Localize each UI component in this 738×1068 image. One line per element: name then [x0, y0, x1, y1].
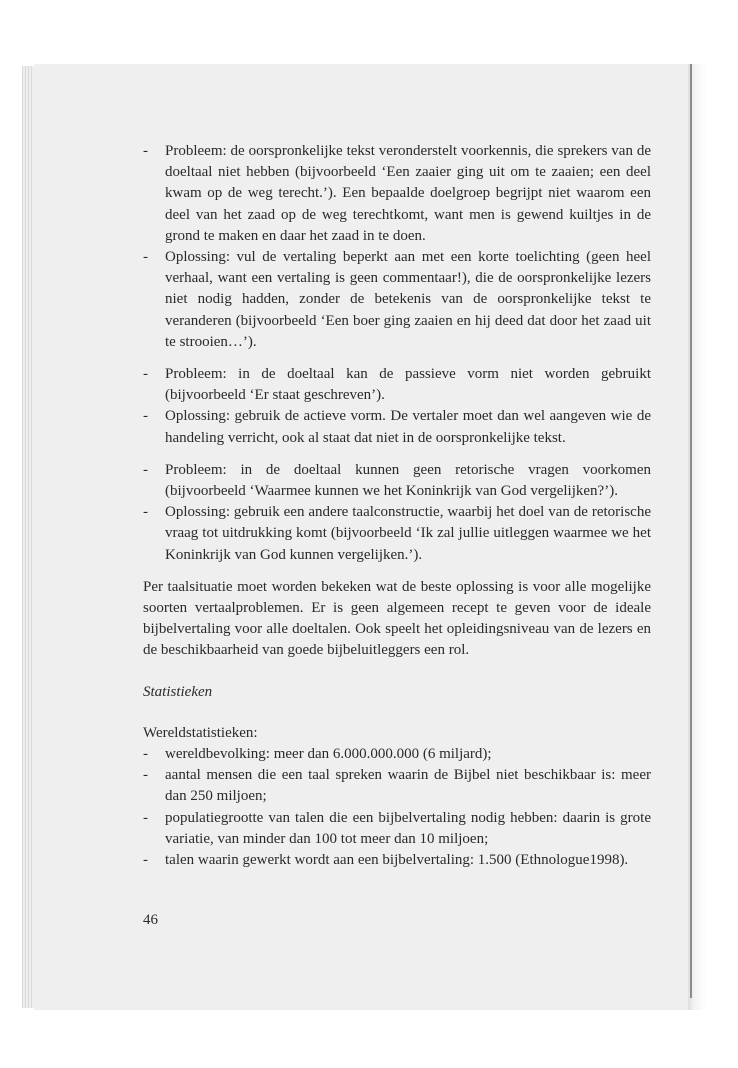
- problem-block-2: [143, 364, 651, 449]
- list-item: [143, 808, 651, 850]
- item-text: Probleem: in de doeltaal kunnen geen retorische vragen voorkomen (bijvoorbeeld ‘Waarmee kunnen we het Koninkrijk van God vergelijken?’).: [165, 461, 651, 500]
- problem-block-3: [143, 460, 651, 566]
- dash-marker: -: [143, 143, 148, 159]
- item-text: wereldbevolking: meer dan 6.000.000.000 (6 miljard);: [165, 746, 492, 763]
- section-heading: Statistieken: [143, 683, 213, 700]
- item-text: Oplossing: vul de vertaling beperkt aan met een korte toelichting (geen heel verhaal, want een vertaling is geen commentaar!), die de oorspronkelijke lezers niet nodig hadden, zonder de betekenis van de oorspronkelijke tekst te veranderen (bijvoorbeeld ‘Een boer ging zaaien en hij deed dat door het zaad uit te strooien…’).: [165, 249, 651, 350]
- item-text: aantal mensen die een taal spreken waarin de Bijbel niet beschikbaar is: meer dan 250 miljoen;: [165, 767, 651, 805]
- dash-marker: -: [143, 767, 148, 784]
- item-text: Probleem: de oorspronkelijke tekst veronderstelt voorkennis, die sprekers van de doeltaal niet hebben (bijvoorbeeld ‘Een zaaier ging uit om te zaaien; een deel kwam op de weg terecht.’). Een bepaalde doelgroep begrijpt niet waarom een deel van het zaad op de weg terechtkomt, want men is gewend kuiltjes in de grond te maken en daar het zaad in te doen.: [165, 143, 651, 244]
- dash-marker: -: [143, 504, 148, 521]
- list-item: [143, 502, 651, 566]
- list-item: [143, 850, 651, 871]
- page-number: 46: [143, 912, 158, 928]
- stats-list: [143, 744, 651, 871]
- item-text: populatiegrootte van talen die een bijbelvertaling nodig hebben: daarin is grote variatie, van minder dan 100 tot meer dan 10 miljoen;: [165, 809, 651, 847]
- list-item: [143, 247, 651, 353]
- page-edge-shadow: [690, 64, 692, 998]
- item-text: Probleem: in de doeltaal kan de passieve vorm niet worden gebruikt (bijvoorbeeld ‘Er staat geschreven’).: [165, 366, 651, 404]
- dash-marker: -: [143, 809, 148, 826]
- body-paragraph: Per taalsituatie moet worden bekeken wat de beste oplossing is voor alle mogelijke soorten vertaalproblemen. Er is geen algemeen recept te geven voor de ideale bijbelvertaling voor alle doeltalen. Ook speelt het opleidingsniveau van de lezers en de beschikbaarheid van goede bijbeluitleggers een rol.: [143, 578, 651, 659]
- problem-block-1: [143, 141, 651, 353]
- list-item: [143, 406, 651, 448]
- list-item: [143, 744, 651, 765]
- list-item: [143, 460, 651, 502]
- dash-marker: -: [143, 408, 148, 425]
- dash-marker: -: [143, 366, 148, 383]
- list-item: [143, 141, 651, 247]
- item-text: Oplossing: gebruik de actieve vorm. De vertaler moet dan wel aangeven wie de handeling verricht, ook al staat dat niet in de oorspronkelijke tekst.: [165, 408, 651, 446]
- dash-marker: -: [143, 461, 148, 478]
- item-text: talen waarin gewerkt wordt aan een bijbelvertaling: 1.500 (Ethnologue1998).: [165, 852, 629, 869]
- stats-intro: Wereldstatistieken:: [143, 724, 258, 741]
- page-content: [143, 141, 651, 871]
- list-item: [143, 765, 651, 807]
- dash-marker: -: [143, 746, 148, 763]
- dash-marker: -: [143, 852, 148, 869]
- dash-marker: -: [143, 249, 148, 266]
- item-text: Oplossing: gebruik een andere taalconstructie, waarbij het doel van de retorische vraag tot uitdrukking komt (bijvoorbeeld ‘Ik zal jullie uitleggen waarmee we het Koninkrijk van God kunnen vergelijken.’).: [165, 504, 651, 563]
- list-item: [143, 364, 651, 406]
